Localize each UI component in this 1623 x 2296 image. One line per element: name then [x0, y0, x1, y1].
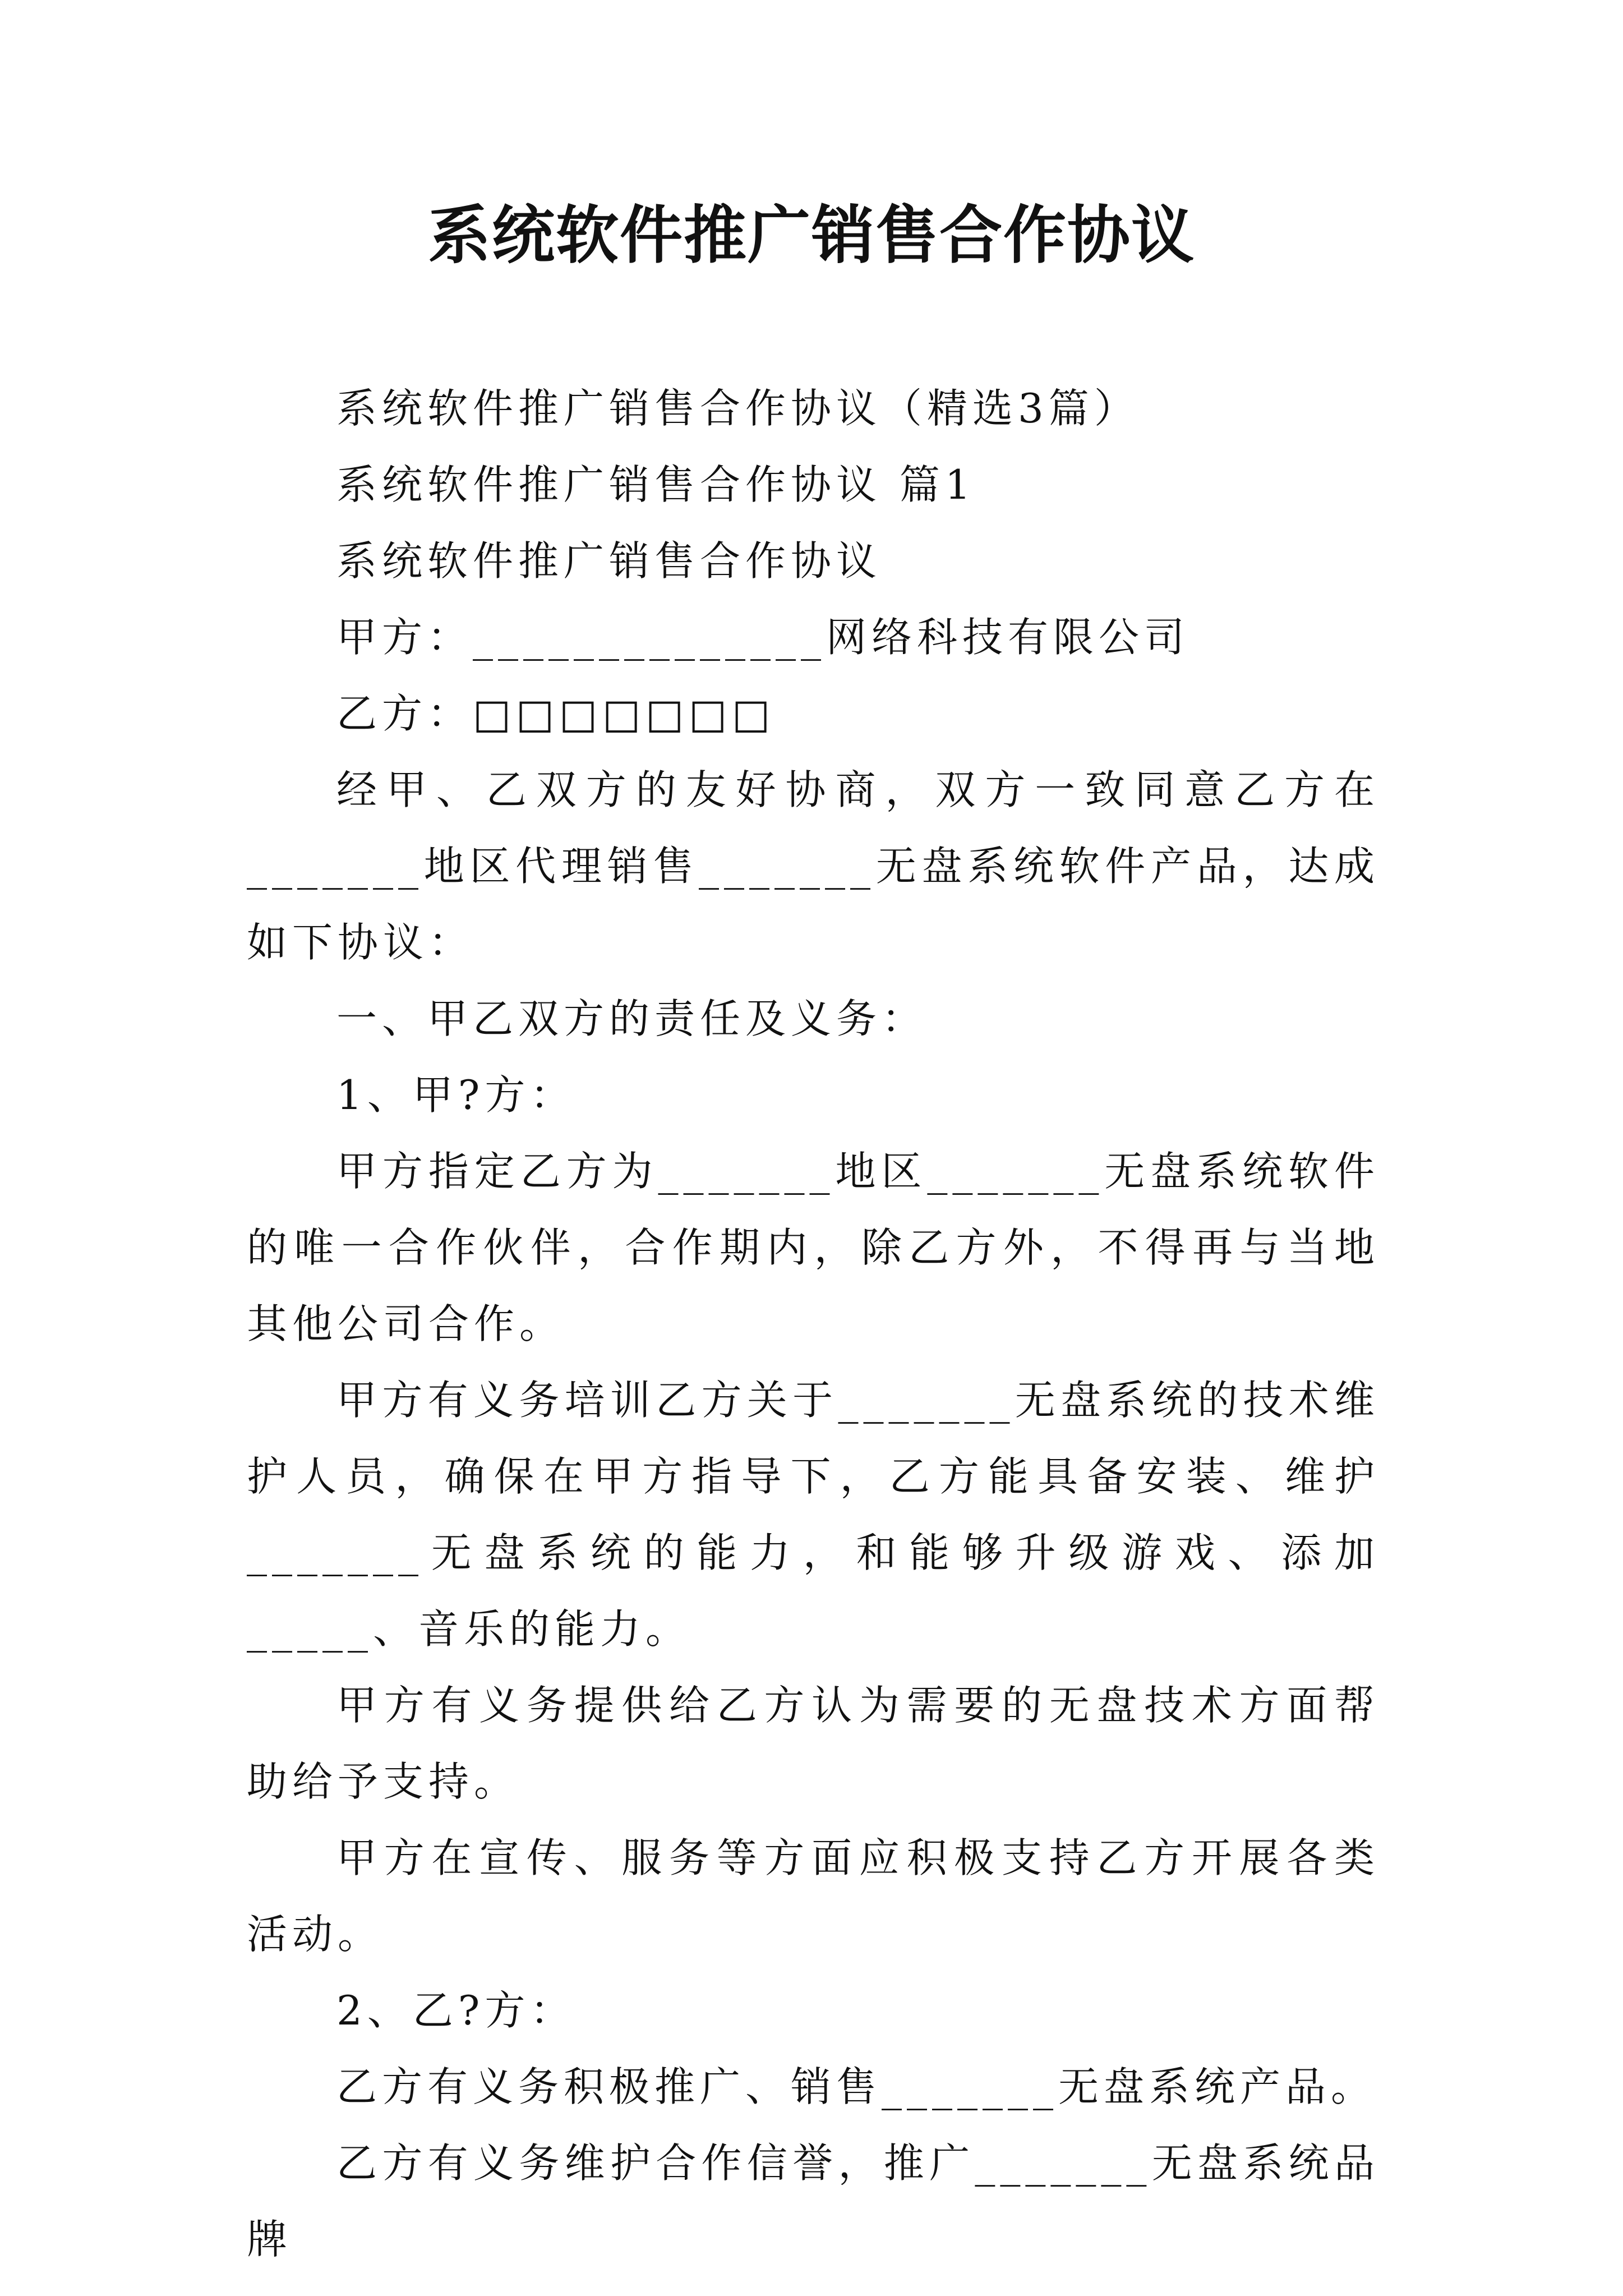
- paragraph-sales-duty: 乙方有义务积极推广、销售_______无盘系统产品。: [336, 2063, 1377, 2110]
- paragraph-promotion-support: 甲方在宣传、服务等方面应积极支持乙方开展各类活动。: [247, 1834, 1380, 1958]
- paragraph-subtitle: 系统软件推广销售合作协议（精选3篇）: [336, 385, 1140, 432]
- paragraph-section-heading: 系统软件推广销售合作协议 篇1: [336, 461, 976, 508]
- paragraph-preamble: 经甲、乙双方的友好协商，双方一致同意乙方在_______地区代理销售_______无盘系统软件产品，达成如下协议：: [247, 766, 1380, 966]
- paragraph-clause-heading: 一、甲乙双方的责任及义务：: [336, 995, 928, 1042]
- paragraph-brand-duty: 乙方有义务维护合作信誉，推广_______无盘系统品牌: [247, 2139, 1380, 2263]
- paragraph-party-a: 甲方：______________网络科技有限公司: [336, 614, 1190, 661]
- document-title: 系统软件推广销售合作协议: [428, 199, 1195, 272]
- document-body: [247, 370, 1380, 2277]
- paragraph-party-b: 乙方：□□□□□□□: [336, 690, 776, 737]
- paragraph-agreement-name: 系统软件推广销售合作协议: [336, 537, 882, 585]
- paragraph-party-b-heading: 2、乙?方：: [336, 1987, 576, 2034]
- paragraph-exclusive-partner: 甲方指定乙方为_______地区_______无盘系统软件的唯一合作伙伴，合作期内，除乙方外，不得再与当地其他公司合作。: [247, 1148, 1380, 1347]
- paragraph-training: 甲方有义务培训乙方关于_______无盘系统的技术维护人员，确保在甲方指导下，乙方能具备安装、维护_______无盘系统的能力，和能够升级游戏、添加_____、音乐的能力。: [247, 1377, 1380, 1653]
- paragraph-technical-support: 甲方有义务提供给乙方认为需要的无盘技术方面帮助给予支持。: [247, 1682, 1380, 1805]
- paragraph-party-a-heading: 1、甲?方：: [336, 1071, 576, 1119]
